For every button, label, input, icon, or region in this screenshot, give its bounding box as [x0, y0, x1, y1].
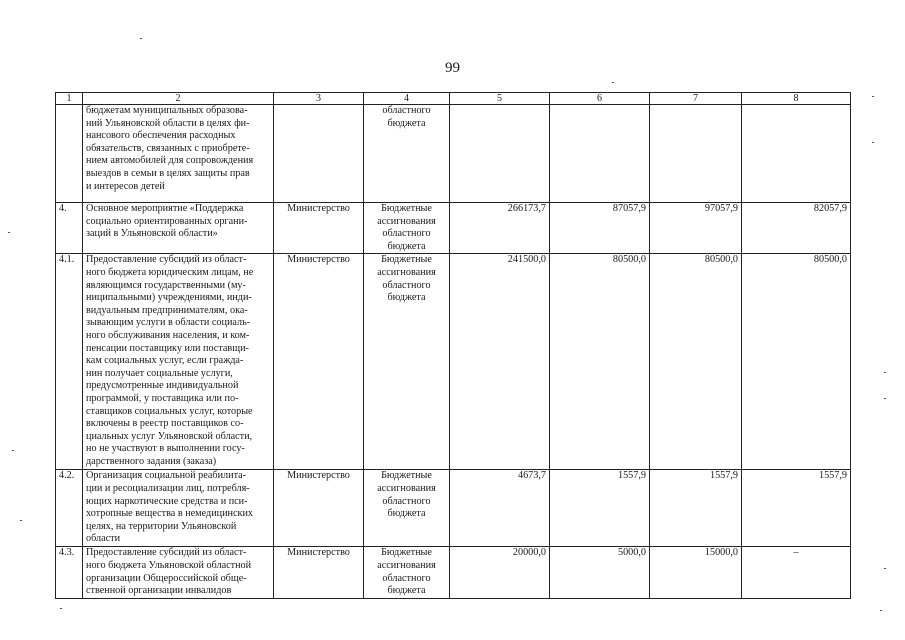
row-value-year1: 80500,0 [550, 254, 650, 470]
row-funding-source [364, 203, 450, 254]
row-number: 4.3. [56, 547, 83, 598]
row-number [56, 105, 83, 203]
row-executor: Министерство [274, 470, 364, 547]
budget-table [55, 92, 851, 599]
row-value-year1: 1557,9 [550, 470, 650, 547]
row-value-year3: 82057,9 [742, 203, 851, 254]
row-description [83, 203, 274, 254]
header-cell-4: 4 [364, 93, 450, 105]
row-value-total [450, 105, 550, 203]
scan-speck [612, 82, 614, 83]
row-description [83, 470, 274, 547]
row-description [83, 254, 274, 470]
scan-speck [872, 142, 874, 143]
row-value-year2: 1557,9 [650, 470, 742, 547]
row-value-year1: 87057,9 [550, 203, 650, 254]
header-cell-2: 2 [83, 93, 274, 105]
row-value-total: 266173,7 [450, 203, 550, 254]
header-cell-5: 5 [450, 93, 550, 105]
row-funding-source [364, 254, 450, 470]
row-value-total: 241500,0 [450, 254, 550, 470]
scan-speck [872, 96, 874, 97]
row-value-total: 4673,7 [450, 470, 550, 547]
row-description [83, 105, 274, 203]
header-row [56, 93, 851, 105]
row-value-year3: – [742, 547, 851, 598]
scan-speck [8, 232, 10, 233]
funding-source-text: Бюджетные ассигнования областного бюджета [377, 470, 436, 520]
description-text: Организация социальной реабилита- ции и ресоциализации лиц, потребля- ющих наркотические средства и пси- хотропные вещества в немедицинских целях, на территории Ульяновской области [86, 470, 254, 545]
description-text: бюджетам муниципальных образова- ний Ульяновской области в целях фи- нансового обеспечения расходных обязательств, связанных с приобрете- нием автомобилей для сопровождения выездов в семьи в целях защиты прав и интересов детей [86, 105, 254, 192]
funding-source-text: Бюджетные ассигнования областного бюджета [377, 203, 436, 252]
row-number: 4.2. [56, 470, 83, 547]
row-executor [274, 105, 364, 203]
row-funding-source [364, 470, 450, 547]
header-cell-1: 1 [56, 93, 83, 105]
scan-speck [140, 38, 142, 39]
row-value-year3 [742, 105, 851, 203]
row-value-year2: 15000,0 [650, 547, 742, 598]
scan-speck [884, 568, 886, 569]
header-cell-8: 8 [742, 93, 851, 105]
row-value-year1 [550, 105, 650, 203]
row-executor: Министерство [274, 203, 364, 254]
header-cell-6: 6 [550, 93, 650, 105]
scan-speck [884, 398, 886, 399]
page-number: 99 [445, 60, 460, 76]
table-row [56, 105, 851, 203]
row-value-year3: 1557,9 [742, 470, 851, 547]
row-number: 4. [56, 203, 83, 254]
row-value-year2 [650, 105, 742, 203]
scan-speck [12, 450, 14, 451]
row-value-year3: 80500,0 [742, 254, 851, 470]
scan-speck [20, 520, 22, 521]
table-row [56, 254, 851, 470]
row-value-total: 20000,0 [450, 547, 550, 598]
table-row [56, 547, 851, 598]
funding-source-text: областного бюджета [382, 105, 431, 129]
row-description [83, 547, 274, 598]
description-text: Основное мероприятие «Поддержка социально ориентированных органи- заций в Ульяновской области» [86, 203, 248, 240]
funding-source-text: Бюджетные ассигнования областного бюджета [377, 547, 436, 597]
row-funding-source [364, 547, 450, 598]
scan-speck [880, 610, 882, 611]
description-text: Предоставление субсидий из област- ного бюджета юридическим лицам, не являющимся государственными (му- ниципальными) учреждениями, инди- видуальным предпринимателям, ока- зывающим услуги в области социаль- ного обслуживания населения, и ком- пенсации поставщику или поставщи- кам социальных услуг, если гражда- нин получает социальные услуги, предусмотренные индивидуальной программой, у поставщика или по- ставщиков социальных услуг, которые включены в реестр поставщиков со- циальных услуг Ульяновской области, но не участвуют в выполнении госу- дарственного задания (заказа) [86, 254, 254, 467]
header-cell-3: 3 [274, 93, 364, 105]
row-value-year1: 5000,0 [550, 547, 650, 598]
funding-source-text: Бюджетные ассигнования областного бюджета [377, 254, 436, 304]
table-row [56, 203, 851, 254]
row-value-year2: 97057,9 [650, 203, 742, 254]
scan-speck [884, 372, 886, 373]
row-value-year2: 80500,0 [650, 254, 742, 470]
row-funding-source [364, 105, 450, 203]
header-cell-7: 7 [650, 93, 742, 105]
table-row [56, 470, 851, 547]
scan-speck [60, 608, 62, 609]
row-executor: Министерство [274, 254, 364, 470]
description-text: Предоставление субсидий из област- ного бюджета Ульяновской областной организации Общероссийской обще- ственной организации инвалидов [86, 547, 252, 597]
row-executor: Министерство [274, 547, 364, 598]
row-number: 4.1. [56, 254, 83, 470]
